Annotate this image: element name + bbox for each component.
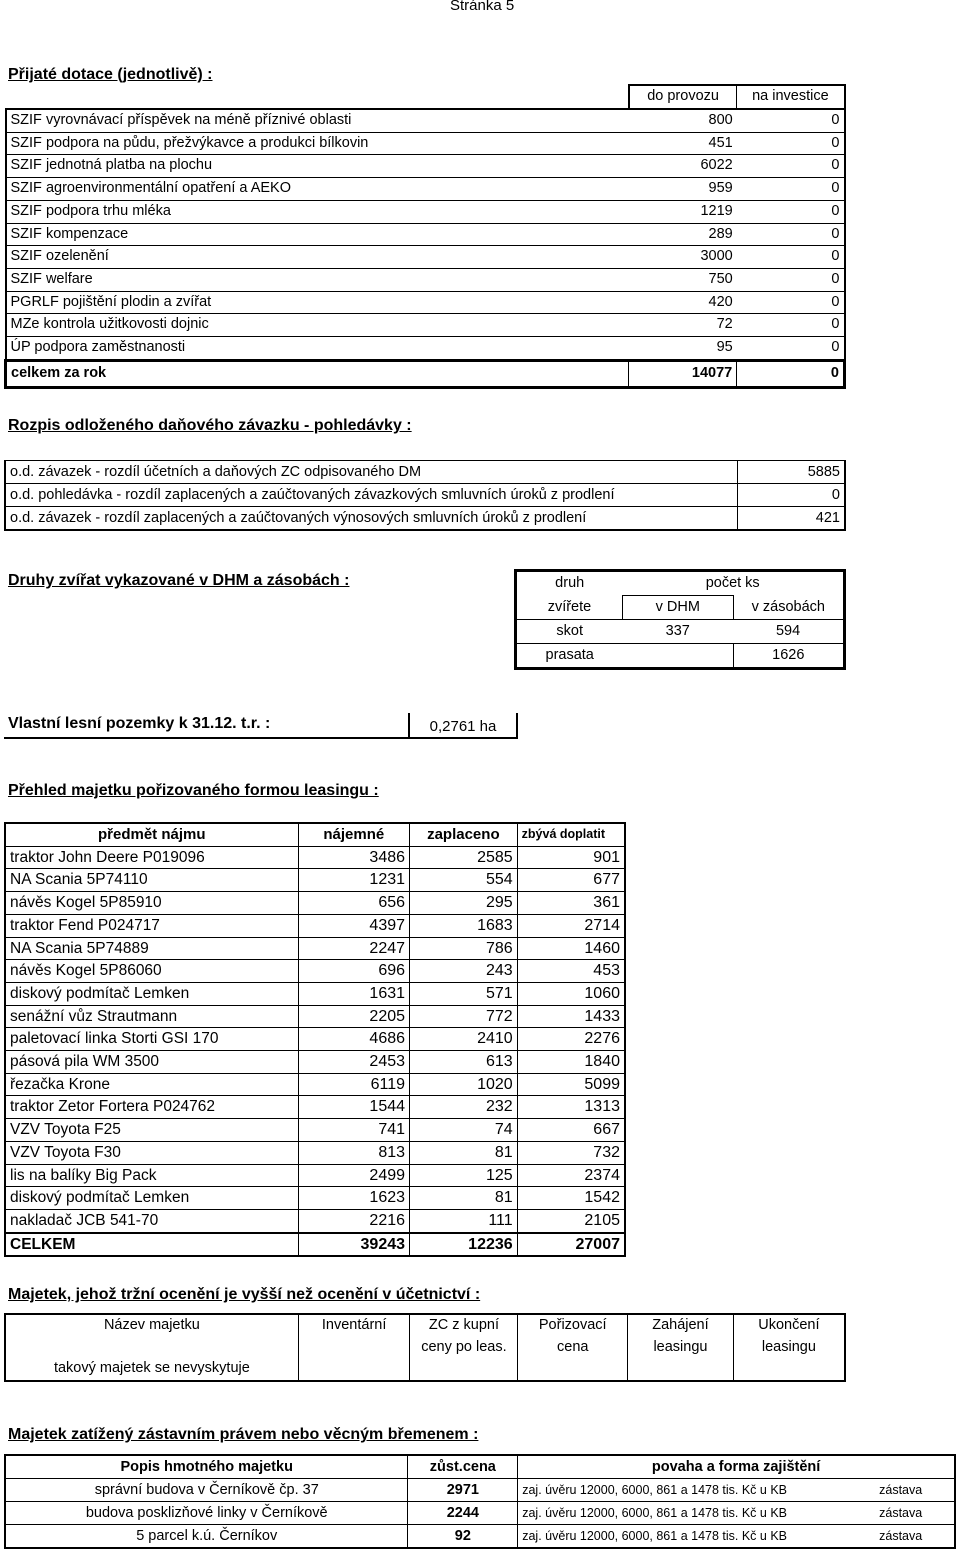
subsidy-name: SZIF welfare — [6, 268, 629, 291]
leasing-rent: 2216 — [298, 1209, 409, 1232]
leasing-header-row — [5, 823, 625, 846]
deferred-tax-title: Rozpis odloženého daňového závazku - pohledávky : — [8, 417, 412, 434]
leasing-paid: 2585 — [410, 846, 518, 869]
deferred-tax-label: o.d. závazek - rozdíl zaplacených a zaúčtovaných výnosových smluvních úroků z prodlení — [5, 507, 738, 531]
subsidy-ops: 420 — [629, 291, 737, 314]
subsidy-total-inv: 0 — [737, 360, 845, 387]
subsidy-ops: 72 — [629, 314, 737, 337]
leasing-remain: 677 — [517, 869, 625, 892]
leasing-remain: 2276 — [517, 1028, 625, 1051]
h-zc-1: ZC z kupní — [410, 1314, 518, 1337]
col-operations: do provozu — [629, 85, 737, 109]
h-rent: nájemné — [298, 823, 409, 846]
leasing-rent: 741 — [298, 1119, 409, 1142]
subsidies-title: Přijaté dotace (jednotlivě) : — [8, 66, 213, 83]
deferred-tax-label: o.d. závazek - rozdíl účetních a daňových ZC odpisovaného DM — [5, 461, 738, 484]
h-zc-2: ceny po leas. — [410, 1337, 518, 1359]
subsidy-inv: 0 — [737, 132, 845, 155]
leasing-row — [5, 846, 625, 869]
leasing-row — [5, 1028, 625, 1051]
subsidy-inv: 0 — [737, 178, 845, 201]
leasing-item: VZV Toyota F25 — [5, 1119, 298, 1142]
leasing-item: NA Scania 5P74110 — [5, 869, 298, 892]
subsidy-name: SZIF agroenvironmentální opatření a AEKO — [6, 178, 629, 201]
animal-dhm: 337 — [622, 620, 733, 644]
leasing-total-rent: 39243 — [298, 1233, 409, 1257]
none-text: takový majetek se nevyskytuje — [5, 1358, 298, 1381]
animal-kind: prasata — [516, 644, 623, 669]
col-investment: na investice — [737, 85, 845, 109]
page-label: Stránka 5 — [450, 0, 515, 14]
h-item: předmět nájmu — [5, 823, 298, 846]
h-cost-1: Pořizovací — [518, 1314, 628, 1337]
leasing-remain: 901 — [517, 846, 625, 869]
h-zvirete: zvířete — [516, 596, 623, 620]
leasing-remain: 1542 — [517, 1187, 625, 1210]
deferred-tax-table — [4, 460, 846, 531]
subsidy-inv: 0 — [737, 223, 845, 246]
subsidy-row — [6, 291, 845, 314]
leasing-row — [5, 982, 625, 1005]
leasing-item: traktor Zetor Fortera P024762 — [5, 1096, 298, 1119]
leasing-total-row — [5, 1233, 625, 1257]
leasing-remain: 732 — [517, 1141, 625, 1164]
pledged-loan: zaj. úvěru 12000, 6000, 861 a 1478 tis. Kč u KB — [518, 1525, 848, 1549]
subsidies-table — [4, 84, 846, 389]
animals-title: Druhy zvířat vykazované v DHM a zásobách : — [8, 572, 350, 589]
deferred-tax-value: 421 — [738, 507, 845, 531]
h-remain: zbývá doplatit — [517, 823, 625, 846]
h-name: Název majetku — [5, 1314, 298, 1337]
leasing-remain: 1460 — [517, 937, 625, 960]
leasing-total-paid: 12236 — [410, 1233, 518, 1257]
subsidy-row — [6, 109, 845, 132]
pledged-value: 2244 — [408, 1502, 518, 1525]
pledged-row — [5, 1525, 955, 1549]
subsidy-total-label: celkem za rok — [6, 360, 629, 387]
leasing-row — [5, 1119, 625, 1142]
subsidy-name: ÚP podpora zaměstnanosti — [6, 337, 629, 361]
subsidy-total-row — [6, 360, 845, 387]
subsidy-inv: 0 — [737, 268, 845, 291]
leasing-rent: 6119 — [298, 1073, 409, 1096]
leasing-rent: 2247 — [298, 937, 409, 960]
leasing-remain: 2105 — [517, 1209, 625, 1232]
market-value-table — [4, 1313, 846, 1382]
leasing-rent: 4686 — [298, 1028, 409, 1051]
animal-row — [516, 620, 845, 644]
leasing-rent: 4397 — [298, 914, 409, 937]
leasing-item: traktor John Deere P019096 — [5, 846, 298, 869]
pledged-desc: budova posklizňové linky v Černíkově — [5, 1502, 408, 1525]
leasing-row — [5, 1187, 625, 1210]
subsidy-ops: 6022 — [629, 155, 737, 178]
subsidy-name: SZIF podpora na půdu, přežvýkavce a produkci bílkovin — [6, 132, 629, 155]
h-druh: druh — [555, 575, 585, 592]
leasing-row — [5, 1073, 625, 1096]
h-pocet: počet ks — [705, 575, 760, 591]
leasing-paid: 81 — [410, 1141, 518, 1164]
subsidy-name: SZIF ozelenění — [6, 246, 629, 269]
leasing-rent: 2453 — [298, 1051, 409, 1074]
leasing-remain: 5099 — [517, 1073, 625, 1096]
deferred-tax-value: 5885 — [738, 461, 845, 484]
pledged-header-row — [5, 1455, 955, 1479]
deferred-tax-label: o.d. pohledávka - rozdíl zaplacených a zaúčtovaných závazkových smluvních úroků z prodlení — [5, 484, 738, 507]
subsidy-ops: 95 — [629, 337, 737, 361]
subsidy-row — [6, 314, 845, 337]
leasing-rent: 1623 — [298, 1187, 409, 1210]
leasing-item: traktor Fend P024717 — [5, 914, 298, 937]
leasing-paid: 571 — [410, 982, 518, 1005]
leasing-paid: 554 — [410, 869, 518, 892]
subsidy-total-ops: 14077 — [629, 360, 737, 387]
h-cost-2: cena — [518, 1337, 628, 1359]
leasing-item: návěs Kogel 5P86060 — [5, 960, 298, 983]
h-end-2: leasingu — [761, 1338, 816, 1355]
subsidy-ops: 451 — [629, 132, 737, 155]
leasing-row — [5, 1141, 625, 1164]
leasing-item: diskový podmítač Lemken — [5, 1187, 298, 1210]
leasing-item: pásová pila WM 3500 — [5, 1051, 298, 1074]
subsidy-row — [6, 223, 845, 246]
subsidy-inv: 0 — [737, 314, 845, 337]
pledged-table — [4, 1454, 956, 1549]
leasing-rent: 1544 — [298, 1096, 409, 1119]
leasing-item: paletovací linka Storti GSI 170 — [5, 1028, 298, 1051]
leasing-row — [5, 1164, 625, 1187]
leasing-total-label: CELKEM — [5, 1233, 298, 1257]
leasing-item: NA Scania 5P74889 — [5, 937, 298, 960]
pledged-row — [5, 1502, 955, 1525]
leasing-row — [5, 914, 625, 937]
leasing-paid: 81 — [410, 1187, 518, 1210]
subsidy-inv: 0 — [737, 246, 845, 269]
subsidy-ops: 959 — [629, 178, 737, 201]
h-dhm: v DHM — [622, 596, 733, 620]
leasing-item: VZV Toyota F30 — [5, 1141, 298, 1164]
subsidies-header-row — [6, 85, 845, 109]
leasing-row — [5, 960, 625, 983]
leasing-remain: 667 — [517, 1119, 625, 1142]
animal-stock: 1626 — [733, 644, 844, 669]
subsidy-inv: 0 — [737, 109, 845, 132]
leasing-paid: 243 — [410, 960, 518, 983]
leasing-remain: 1840 — [517, 1051, 625, 1074]
leasing-item: nakladač JCB 541-70 — [5, 1209, 298, 1232]
leasing-paid: 232 — [410, 1096, 518, 1119]
market-value-none-row — [5, 1358, 845, 1381]
leasing-paid: 295 — [410, 892, 518, 915]
h-desc: Popis hmotného majetku — [5, 1455, 408, 1479]
leasing-row — [5, 1209, 625, 1232]
animals-table — [514, 569, 846, 670]
leasing-item: senážní vůz Strautmann — [5, 1005, 298, 1028]
deferred-tax-row — [5, 461, 845, 484]
deferred-tax-value: 0 — [738, 484, 845, 507]
subsidy-inv: 0 — [737, 291, 845, 314]
pledged-loan: zaj. úvěru 12000, 6000, 861 a 1478 tis. Kč u KB — [518, 1502, 848, 1525]
leasing-item: návěs Kogel 5P85910 — [5, 892, 298, 915]
subsidy-ops: 1219 — [629, 200, 737, 223]
leasing-row — [5, 1096, 625, 1119]
animal-kind: skot — [516, 620, 623, 644]
leasing-item: lis na balíky Big Pack — [5, 1164, 298, 1187]
animal-dhm — [622, 644, 733, 669]
leasing-remain: 453 — [517, 960, 625, 983]
subsidy-name: SZIF kompenzace — [6, 223, 629, 246]
leasing-table — [4, 822, 626, 1257]
pledged-form: zástava — [847, 1525, 955, 1549]
leasing-paid: 613 — [410, 1051, 518, 1074]
h-value: zůst.cena — [408, 1455, 518, 1479]
deferred-tax-row — [5, 484, 845, 507]
h-start-2: leasingu — [628, 1337, 734, 1359]
h-zasoby: v zásobách — [733, 596, 844, 620]
subsidy-inv: 0 — [737, 155, 845, 178]
pledged-value: 2971 — [408, 1479, 518, 1502]
subsidy-ops: 800 — [629, 109, 737, 132]
h-paid: zaplaceno — [410, 823, 518, 846]
leasing-paid: 1020 — [410, 1073, 518, 1096]
subsidy-row — [6, 268, 845, 291]
leasing-rent: 3486 — [298, 846, 409, 869]
pledged-desc: správní budova v Černíkově čp. 37 — [5, 1479, 408, 1502]
deferred-tax-row — [5, 507, 845, 531]
leasing-title: Přehled majetku pořizovaného formou leasingu : — [8, 782, 379, 799]
leasing-row — [5, 1005, 625, 1028]
subsidy-name: SZIF podpora trhu mléka — [6, 200, 629, 223]
subsidy-name: PGRLF pojištění plodin a zvířat — [6, 291, 629, 314]
leasing-rent: 1231 — [298, 869, 409, 892]
leasing-row — [5, 937, 625, 960]
pledged-value: 92 — [408, 1525, 518, 1549]
animal-row — [516, 644, 845, 669]
leasing-paid: 1683 — [410, 914, 518, 937]
leasing-rent: 2205 — [298, 1005, 409, 1028]
leasing-remain: 2714 — [517, 914, 625, 937]
leasing-rent: 696 — [298, 960, 409, 983]
animals-header-row-1 — [516, 571, 845, 596]
subsidy-row — [6, 178, 845, 201]
leasing-row — [5, 1051, 625, 1074]
subsidy-row — [6, 200, 845, 223]
subsidy-inv: 0 — [737, 337, 845, 361]
market-value-header-1 — [5, 1314, 845, 1337]
subsidy-ops: 750 — [629, 268, 737, 291]
subsidy-ops: 3000 — [629, 246, 737, 269]
pledged-title: Majetek zatížený zástavním právem nebo věcným břemenem : — [8, 1426, 479, 1443]
pledged-row — [5, 1479, 955, 1502]
leasing-paid: 786 — [410, 937, 518, 960]
leasing-item: řezačka Krone — [5, 1073, 298, 1096]
leasing-rent: 2499 — [298, 1164, 409, 1187]
pledged-form: zástava — [847, 1479, 955, 1502]
subsidy-name: SZIF vyrovnávací příspěvek na méně příznivé oblasti — [6, 109, 629, 132]
leasing-item: diskový podmítač Lemken — [5, 982, 298, 1005]
subsidy-row — [6, 337, 845, 361]
leasing-remain: 1060 — [517, 982, 625, 1005]
h-type: povaha a forma zajištění — [518, 1455, 955, 1479]
leasing-rent: 813 — [298, 1141, 409, 1164]
forest-value: 0,2761 ha — [408, 713, 518, 739]
pledged-desc: 5 parcel k.ú. Černíkov — [5, 1525, 408, 1549]
h-end-1: Ukončení — [758, 1317, 820, 1333]
market-value-header-2 — [5, 1337, 845, 1359]
animal-stock: 594 — [733, 620, 844, 644]
leasing-paid: 772 — [410, 1005, 518, 1028]
pledged-loan: zaj. úvěru 12000, 6000, 861 a 1478 tis. Kč u KB — [518, 1479, 848, 1502]
subsidy-name: SZIF jednotná platba na plochu — [6, 155, 629, 178]
h-inv: Inventární — [298, 1314, 410, 1337]
subsidy-ops: 289 — [629, 223, 737, 246]
forest-label: Vlastní lesní pozemky k 31.12. t.r. : — [8, 715, 271, 732]
leasing-row — [5, 869, 625, 892]
leasing-remain: 1313 — [517, 1096, 625, 1119]
leasing-paid: 2410 — [410, 1028, 518, 1051]
subsidy-inv: 0 — [737, 200, 845, 223]
animals-header-row-2 — [516, 596, 845, 620]
pledged-form: zástava — [847, 1502, 955, 1525]
subsidy-row — [6, 155, 845, 178]
leasing-row — [5, 892, 625, 915]
subsidy-row — [6, 246, 845, 269]
leasing-remain: 361 — [517, 892, 625, 915]
leasing-paid: 74 — [410, 1119, 518, 1142]
leasing-rent: 1631 — [298, 982, 409, 1005]
subsidy-name: MZe kontrola užitkovosti dojnic — [6, 314, 629, 337]
market-value-title: Majetek, jehož tržní ocenění je vyšší než ocenění v účetnictví : — [8, 1286, 481, 1303]
h-start-1: Zahájení — [628, 1314, 734, 1337]
leasing-total-remain: 27007 — [517, 1233, 625, 1257]
leasing-remain: 2374 — [517, 1164, 625, 1187]
leasing-paid: 125 — [410, 1164, 518, 1187]
subsidy-row — [6, 132, 845, 155]
leasing-remain: 1433 — [517, 1005, 625, 1028]
leasing-paid: 111 — [410, 1209, 518, 1232]
leasing-rent: 656 — [298, 892, 409, 915]
